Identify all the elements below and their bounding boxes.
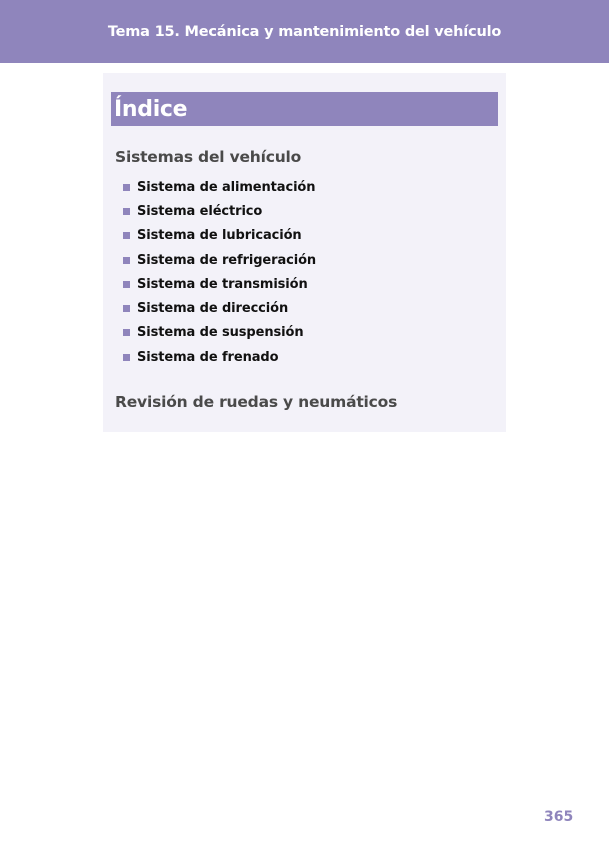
index-heading: Índice: [114, 96, 188, 122]
list-item-label: Sistema de refrigeración: [137, 252, 317, 268]
index-heading-bar: [111, 92, 498, 126]
square-bullet-icon: [123, 257, 130, 264]
list-item-label: Sistema de suspensión: [137, 325, 304, 341]
list-item-label: Sistema eléctrico: [137, 203, 263, 219]
list-item: [123, 248, 316, 272]
square-bullet-icon: [123, 232, 130, 239]
square-bullet-icon: [123, 354, 130, 361]
list-item: [123, 272, 316, 296]
list-item-label: Sistema de dirección: [137, 301, 289, 317]
square-bullet-icon: [123, 208, 130, 215]
square-bullet-icon: [123, 305, 130, 312]
chapter-title: Tema 15. Mecánica y mantenimiento del vehículo: [107, 23, 502, 40]
list-item: [123, 224, 316, 248]
list-item-label: Sistema de transmisión: [137, 276, 308, 292]
square-bullet-icon: [123, 281, 130, 288]
list-item: [123, 345, 316, 369]
square-bullet-icon: [123, 184, 130, 191]
section-title-sistemas: Sistemas del vehículo: [115, 148, 302, 166]
page-header: [0, 0, 609, 63]
page-number: 365: [544, 809, 574, 825]
list-item: [123, 175, 316, 199]
section-item-list: [123, 175, 316, 369]
list-item-label: Sistema de frenado: [137, 349, 279, 365]
list-item: [123, 296, 316, 320]
list-item: [123, 321, 316, 345]
index-box: [103, 73, 506, 432]
square-bullet-icon: [123, 329, 130, 336]
list-item-label: Sistema de alimentación: [137, 179, 316, 195]
section-title-ruedas: Revisión de ruedas y neumáticos: [115, 393, 398, 411]
list-item: [123, 199, 316, 223]
list-item-label: Sistema de lubricación: [137, 228, 302, 244]
